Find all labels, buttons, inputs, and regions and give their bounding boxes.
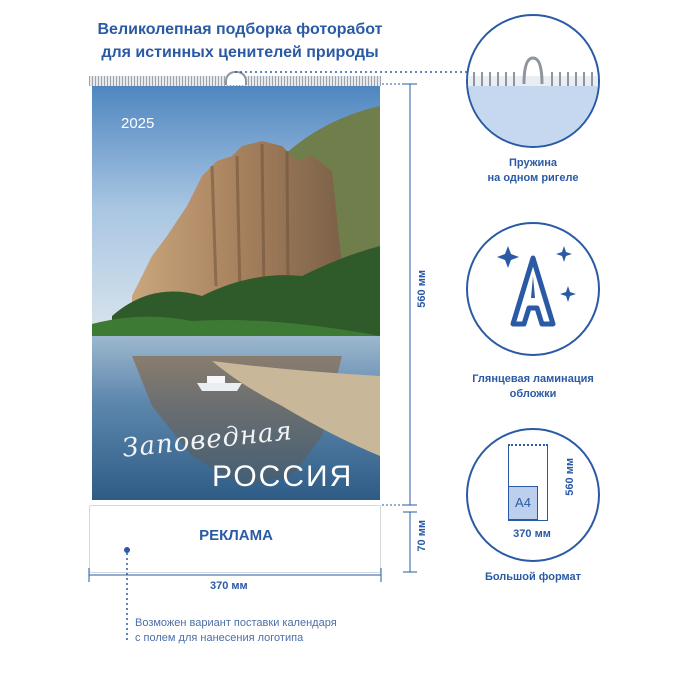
headline-line-1: Великолепная подборка фоторабот <box>97 21 383 38</box>
spiral-caption-line-2: на одном ригеле <box>487 172 579 184</box>
large-format-circle <box>466 428 600 562</box>
lamination-caption-line-1: Глянцевая ламинация <box>472 373 594 385</box>
spiral-caption <box>448 156 618 186</box>
lamination-caption <box>448 372 618 402</box>
gloss-lamination-circle <box>466 222 600 356</box>
footer-dimension-label: 70 мм <box>416 520 428 552</box>
spiral-closeup <box>468 16 598 146</box>
logo-option-note <box>135 616 395 646</box>
lamination-caption-line-2: обложки <box>509 388 557 400</box>
calendar-title-script: Заповедная <box>120 416 295 464</box>
format-height-label: 560 мм <box>564 458 576 496</box>
format-caption-line-1: Большой формат <box>484 571 582 583</box>
gloss-lamination-icon <box>468 224 598 354</box>
spiral-caption-line-1: Пружина <box>508 157 558 169</box>
note-line-1: Возможен вариант поставки календаря <box>135 617 337 629</box>
calendar-title-main: РОССИЯ <box>212 460 354 493</box>
headline-line-2: для истинных ценителей природы <box>101 44 379 61</box>
spiral-binding-icon <box>466 14 600 148</box>
width-dimension-label: 370 мм <box>210 580 248 592</box>
format-caption <box>448 570 618 585</box>
ad-label: РЕКЛАМА <box>199 527 273 544</box>
calendar-year: 2025 <box>121 115 155 132</box>
a4-sheet-icon: A4 <box>508 486 538 520</box>
format-width-label: 370 мм <box>513 528 551 540</box>
note-line-2: с полем для нанесения логотипа <box>135 632 304 644</box>
height-dimension-label: 560 мм <box>416 270 428 308</box>
